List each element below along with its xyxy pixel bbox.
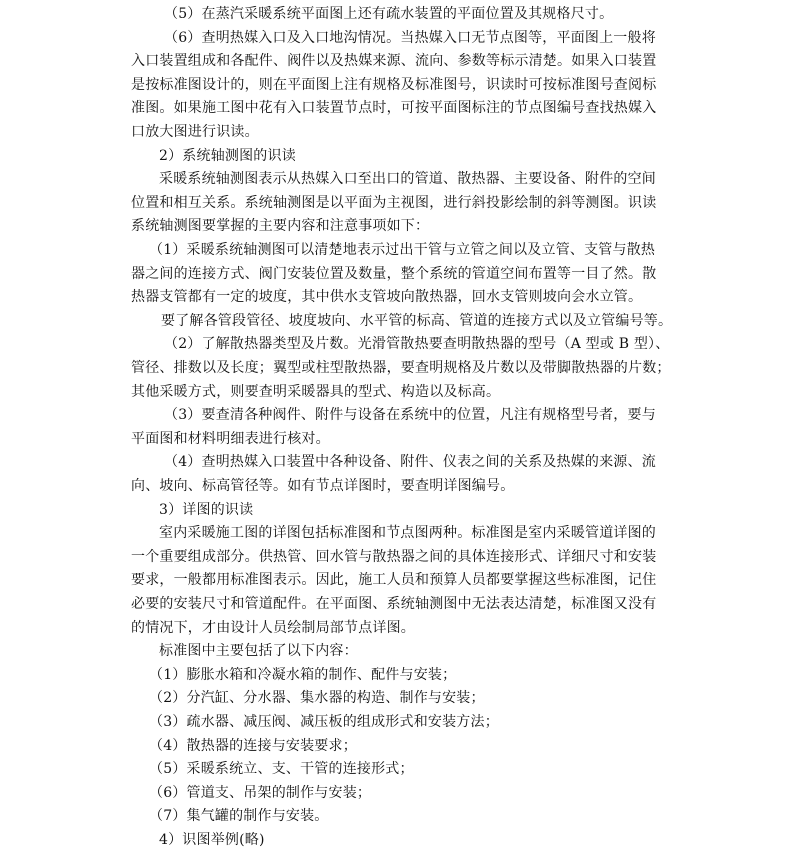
text-line: 必要的安装尺寸和管道配件。在平面图、系统轴测图中无法表达清楚，标准图又没有 xyxy=(131,596,657,612)
text-line: 3）详图的识读 xyxy=(159,501,254,518)
text-line: 的情况下，才由设计人员绘制局部节点详图。 xyxy=(131,619,415,636)
text-line: （2）分汽缸、分水器、集水器的构造、制作与安装； xyxy=(149,690,485,707)
text-line: 一个重要组成部分。供热管、回水管与散热器之间的具体连接形式、详细尺寸和安装 xyxy=(131,548,657,565)
text-line: 热器支管都有一定的坡度，其中供水支管坡向散热器，回水支管则坡向会水立管。 xyxy=(131,289,643,306)
text-line: 其他采暖方式，则要查明采暖器具的型式、构造以及标高。 xyxy=(131,383,501,400)
text-line: （6）管道支、吊架的制作与安装； xyxy=(149,784,372,801)
text-line: （3）要查清各种阀件、附件与设备在系统中的位置，凡注有规格型号者，要与 xyxy=(164,407,656,424)
text-line: 是按标准图设计的，则在平面图上注有规格及标准图号，识读时可按标准图号查阅标 xyxy=(131,76,657,93)
text-line: 平面图和材料明细表进行核对。 xyxy=(131,430,330,447)
text-line: 系统轴测图要掌握的主要内容和注意事项如下： xyxy=(131,218,430,235)
text-line: 入口装置组成和各配件、阀件以及热媒来源、流向、参数等标示清楚。如果入口装置 xyxy=(131,53,657,70)
text-line: 管径、排数以及长度；翼型或柱型散热器，要查明规格及片数以及带脚散热器的片数； xyxy=(131,360,671,376)
text-line: 位置和相互关系。系统轴测图是以平面为主视图，进行斜投影绘制的斜等测图。识读 xyxy=(131,194,657,211)
text-line: （2）了解散热器类型及片数。光滑管散热要查明散热器的型号（A 型或 B 型）、 xyxy=(164,336,670,353)
text-line: （5）在蒸汽采暖系统平面图上还有疏水装置的平面位置及其规格尺寸。 xyxy=(164,6,614,22)
text-line: 采暖系统轴测图表示从热媒入口至出口的管道、散热器、主要设备、附件的空间 xyxy=(159,171,656,188)
text-line: 准图。如果施工图中花有入口装置节点时，可按平面图标注的节点图编号查找热媒入 xyxy=(131,100,657,117)
text-line: （3）疏水器、减压阀、减压板的组成形式和安装方法； xyxy=(149,714,499,730)
text-line: 要求，一般都用标准图表示。因此，施工人员和预算人员都要掌握这些标准图，记住 xyxy=(131,572,657,589)
text-line: （6）查明热媒入口及入口地沟情况。当热媒入口无节点图等，平面图上一般将 xyxy=(164,29,656,46)
text-line: 器之间的连接方式、阀门安装位置及数量，整个系统的管道空间布置等一目了然。散 xyxy=(131,265,657,282)
text-line: 2）系统轴测图的识读 xyxy=(159,147,296,164)
text-line: （1）膨胀水箱和冷凝水箱的制作、配件与安装； xyxy=(149,666,457,683)
text-line: （7）集气罐的制作与安装。 xyxy=(149,808,329,825)
text-line: 标准图中主要包括了以下内容： xyxy=(159,643,358,660)
text-line: （4）散热器的连接与安装要求； xyxy=(149,737,357,754)
text-line: 要了解各管段管径、坡度坡向、水平管的标高、管道的连接方式以及立管编号等。 xyxy=(161,312,673,329)
text-line: 室内采暖施工图的详图包括标准图和节点图两种。标准图是室内采暖管道详图的 xyxy=(159,525,656,542)
text-line: （4）查明热媒入口装置中各种设备、附件、仪表之间的关系及热媒的来源、流 xyxy=(164,454,656,471)
text-line: 口放大图进行识读。 xyxy=(131,124,259,140)
text-line: （1）采暖系统轴测图可以清楚地表示过出干管与立管之间以及立管、支管与散热 xyxy=(149,242,656,258)
text-line: （5）采暖系统立、支、干管的连接形式； xyxy=(149,761,414,778)
text-line: 4）识图举例(略) xyxy=(159,832,265,848)
text-line: 向、坡向、标高管径等。如有节点详图时，要查明详图编号。 xyxy=(131,478,515,494)
